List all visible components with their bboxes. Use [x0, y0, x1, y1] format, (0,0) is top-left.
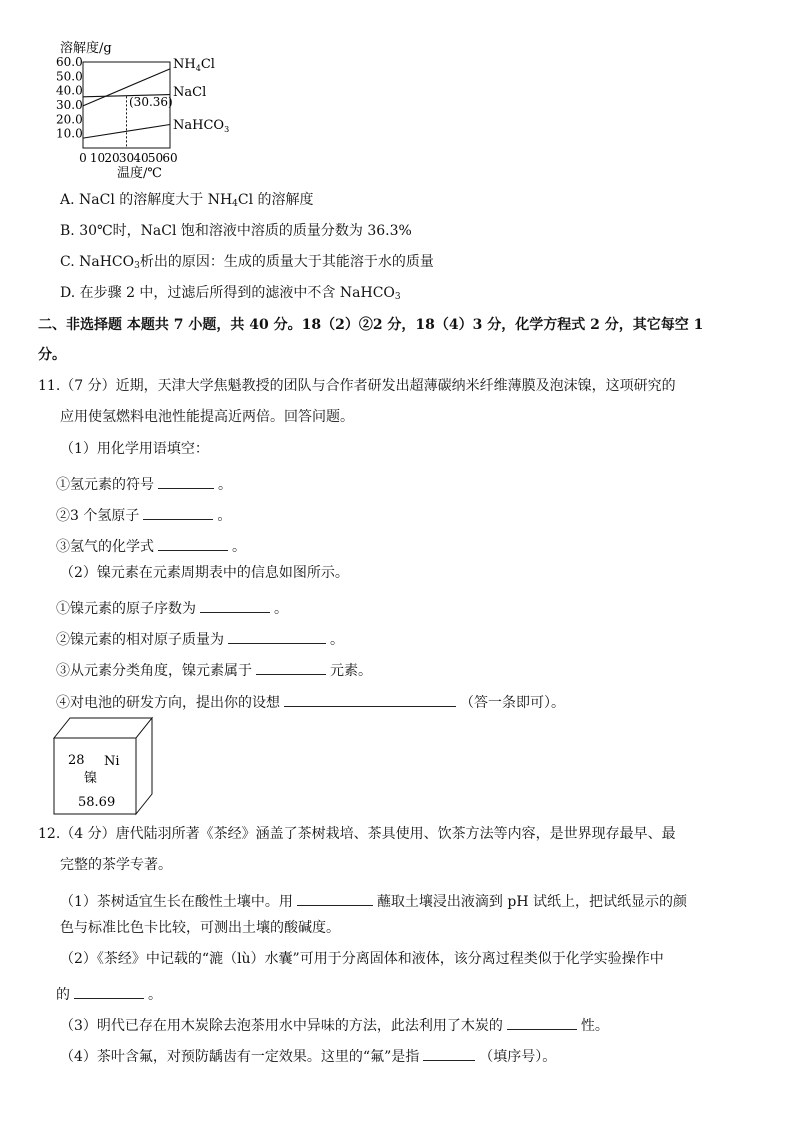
option-a: A. NaCl 的溶解度大于 $NH_4Cl$ 的溶解度 — [60, 192, 314, 209]
y-tick-label: 30.0 — [56, 98, 83, 112]
q12-stem: 12.（4 分）唐代陆羽所著《茶经》涵盖了茶树栽培、茶具使用、饮茶方法等内容，是世界现存最早、最 — [38, 826, 676, 842]
q11-part2-item2: ②镍元素的相对原子质量为 。 — [56, 628, 344, 647]
element-name: 镍 — [84, 771, 98, 786]
y-axis-label: 溶解度/g — [60, 41, 112, 56]
q12-part1-cont: 色与标准比色卡比较，可测出土壤的酸碱度。 — [60, 920, 340, 936]
option-b: B. 30℃时，NaCl 饱和溶液中溶质的质量分数为 36.3% — [60, 223, 412, 239]
series-label-nh4cl: $NH_4Cl$ — [173, 57, 215, 73]
q11-part1-item2: ②3 个氢原子 。 — [56, 504, 231, 523]
q11-part2-item3: ③从元素分类角度，镍元素属于 元素。 — [56, 659, 372, 678]
answer-blank[interactable] — [507, 1014, 577, 1030]
option-d: D. 在步骤 2 中，过滤后所得到的滤液中不含 NaHCO$_3$ — [60, 285, 401, 302]
x-tick-label: 60 — [162, 151, 178, 165]
q11-part1-item1: ①氢元素的符号 。 — [56, 473, 232, 492]
q12-part4: （4）茶叶含氟，对预防龋齿有一定效果。这里的“氟”是指 （填序号）。 — [60, 1045, 556, 1064]
answer-blank[interactable] — [158, 473, 214, 489]
answer-blank[interactable] — [228, 628, 326, 644]
x-tick-label: 20 — [104, 151, 120, 165]
y-tick-label: 50.0 — [56, 69, 83, 84]
q11-part1: （1）用化学用语填空： — [60, 441, 209, 457]
solubility-chart — [0, 0, 260, 190]
q12-stem-cont: 完整的茶学专著。 — [60, 857, 172, 873]
q11-part2-item1: ①镍元素的原子序数为 。 — [56, 597, 288, 616]
q12-part2-cont: 的 。 — [56, 983, 162, 1002]
answer-blank[interactable] — [200, 597, 270, 613]
y-tick-label: 40.0 — [56, 83, 83, 98]
series-label-nahco3: NaHCO$_3$ — [173, 118, 230, 134]
answer-blank[interactable] — [74, 983, 144, 999]
x-tick-label: 40 — [133, 151, 149, 165]
section-heading-cont: 分。 — [38, 347, 66, 363]
element-card — [48, 716, 158, 816]
q12-part3: （3）明代已存在用木炭除去泡茶用水中异味的方法，此法利用了木炭的 性。 — [60, 1014, 609, 1033]
section-heading: 二、非选择题 本题共 7 小题，共 40 分。18（2）②2 分，18（4）3 分，化学方程式 2 分，其它每空 1 — [38, 317, 704, 333]
q12-part1: （1）茶树适宜生长在酸性土壤中。用 蘸取土壤浸出液滴到 pH 试纸上，把试纸显示的颜 — [60, 890, 687, 909]
q11-stem-cont: 应用使氢燃料电池性能提高近两倍。回答问题。 — [60, 409, 354, 425]
answer-blank[interactable] — [158, 535, 228, 551]
series-line-nahco3 — [83, 124, 170, 138]
series-label-nacl: NaCl — [173, 85, 207, 100]
x-tick-label: 0 — [79, 151, 87, 165]
answer-blank[interactable] — [143, 504, 213, 520]
x-axis-label: 温度/℃ — [117, 166, 162, 181]
q12-part2: （2）《茶经》中记载的“漉（lù）水囊”可用于分离固体和液体，该分离过程类似于化学实验操作中 — [60, 951, 664, 967]
x-tick-label: 30 — [118, 151, 135, 165]
q11-part2-item4: ④对电池的研发方向，提出你的设想 （答一条即可）。 — [56, 691, 565, 710]
answer-blank[interactable] — [423, 1045, 475, 1061]
option-c: C. NaHCO$_3$析出的原因：生成的质量大于其能溶于水的质量 — [60, 254, 434, 271]
x-tick-label: 10 — [89, 151, 106, 165]
y-tick-label: 20.0 — [56, 112, 83, 127]
y-tick-label: 10.0 — [56, 126, 83, 141]
q11-stem: 11.（7 分）近期，天津大学焦魁教授的团队与合作者研发出超薄碳纳米纤维薄膜及泡沫镍，这项研究的 — [38, 378, 676, 394]
y-tick-label: 60.0 — [56, 55, 83, 69]
atomic-mass: 58.69 — [78, 795, 116, 810]
intersection-label: (30.36) — [129, 95, 173, 109]
x-tick-label: 50 — [147, 151, 164, 165]
q11-part2: （2）镍元素在元素周期表中的信息如图所示。 — [60, 565, 349, 581]
answer-blank[interactable] — [297, 890, 373, 906]
answer-blank[interactable] — [256, 659, 326, 675]
y-tick-labels — [56, 55, 83, 141]
q11-part1-item3: ③氢气的化学式 。 — [56, 535, 246, 554]
x-tick-labels — [79, 151, 177, 165]
atomic-number: 28 — [68, 753, 85, 768]
element-symbol: Ni — [104, 754, 120, 769]
answer-blank[interactable] — [284, 691, 456, 707]
